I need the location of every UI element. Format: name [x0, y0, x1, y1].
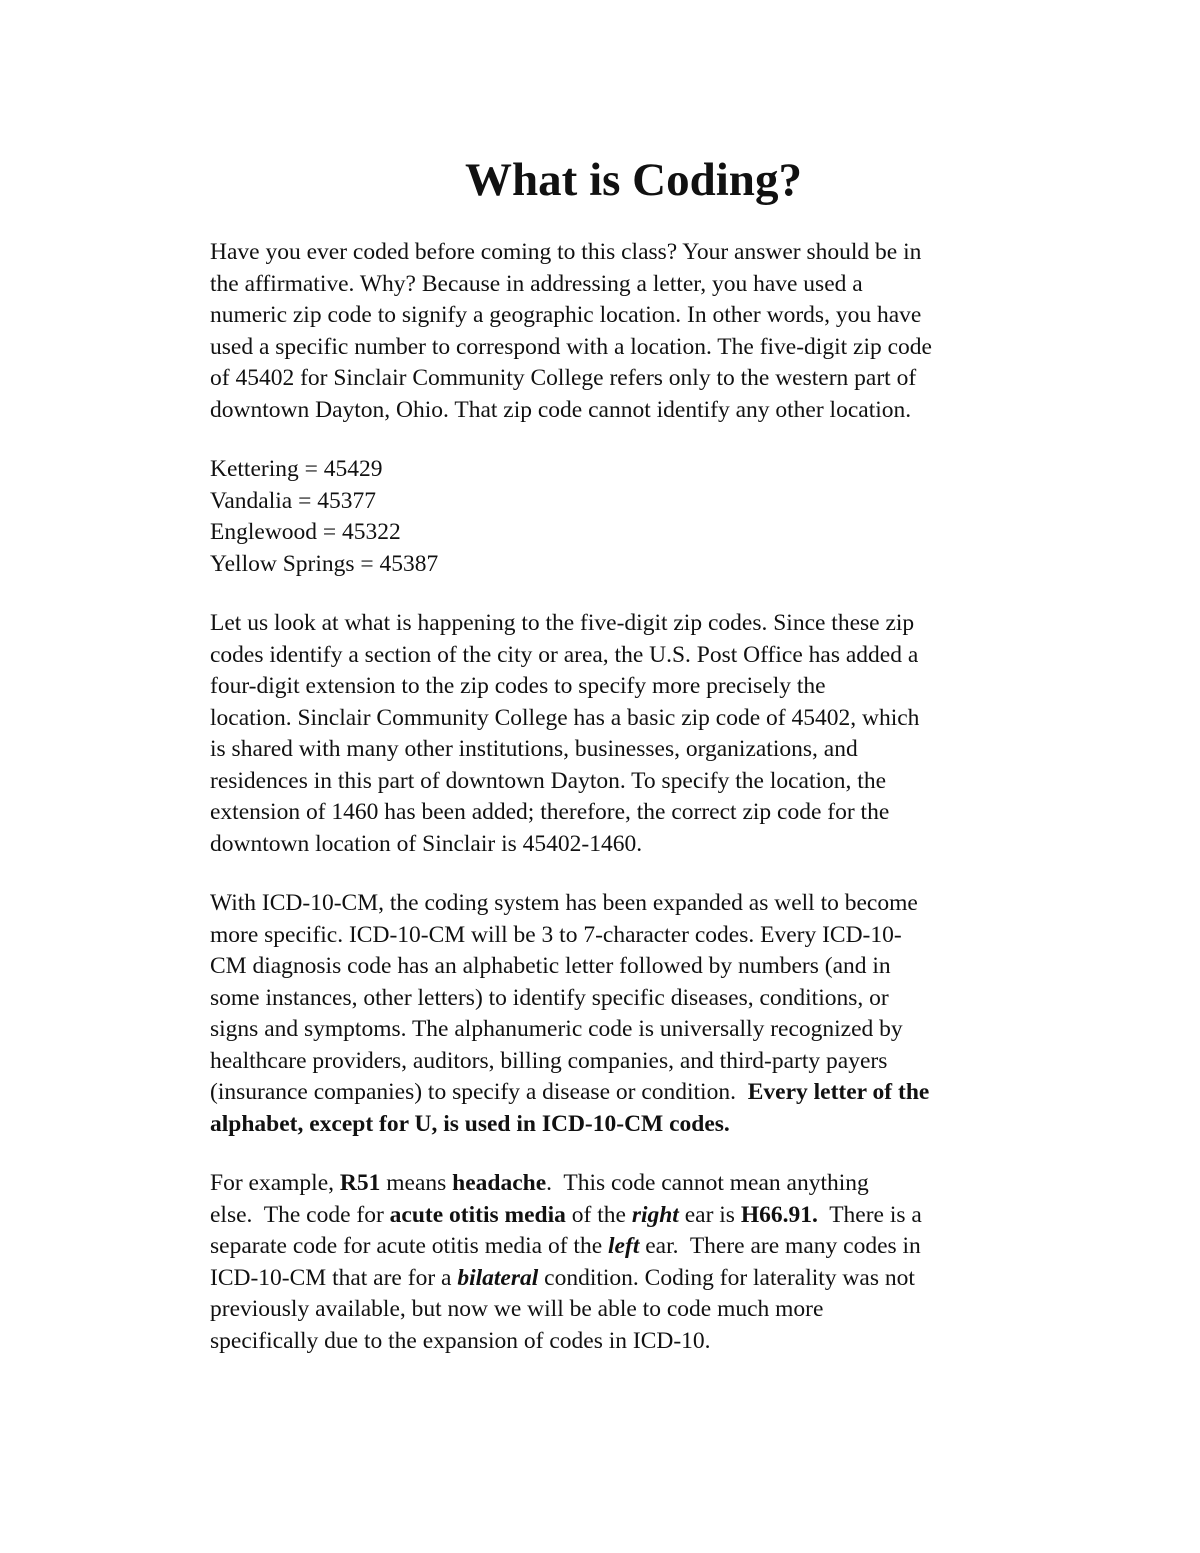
zip-list-item: Vandalia = 45377: [210, 487, 376, 514]
text-line: location. Sinclair Community College has a basic zip code of 45402, which: [210, 704, 920, 731]
condition-term: acute otitis media: [389, 1201, 566, 1228]
plain-text: ear. There are many codes in: [639, 1233, 921, 1259]
text-line: previously available, but now we will be able to code much more: [210, 1296, 824, 1322]
plain-text: of the: [565, 1201, 632, 1228]
zip-list-item: Yellow Springs = 45387: [210, 550, 439, 577]
code-example: R51: [339, 1170, 381, 1196]
text-line: [210, 1200, 1070, 1232]
plain-text: There is a: [817, 1201, 922, 1228]
laterality-term: bilateral: [457, 1264, 539, 1291]
text-line: Let us look at what is happening to the five-digit zip codes. Since these zip: [210, 610, 915, 636]
text-line: [210, 1077, 1070, 1109]
text-line: Have you ever coded before coming to this class? Your answer should be in: [210, 239, 922, 265]
text-line: is shared with many other institutions, businesses, organizations, and: [210, 736, 858, 762]
zip-code-list: [210, 454, 1070, 580]
text-line: more specific. ICD-10-CM will be 3 to 7-character codes. Every ICD-10-: [210, 921, 902, 948]
plain-text: condition. Coding for laterality was not: [538, 1264, 915, 1291]
text-line: codes identify a section of the city or area, the U.S. Post Office has added a: [210, 641, 919, 668]
zip-list-item: Kettering = 45429: [210, 456, 383, 482]
text-line: four-digit extension to the zip codes to specify more precisely the: [210, 673, 826, 699]
plain-text: separate code for acute otitis media of the: [210, 1233, 609, 1259]
zip-extension-paragraph: [210, 608, 1070, 860]
plain-text: means: [380, 1170, 453, 1196]
text-line: downtown location of Sinclair is 45402-1460.: [210, 830, 643, 857]
emphasis-text: Every letter of the: [747, 1079, 930, 1105]
text-line: numeric zip code to signify a geographic location. In other words, you have: [210, 302, 922, 328]
text-line: signs and symptoms. The alphanumeric code is universally recognized by: [210, 1016, 903, 1042]
zip-list-item: Englewood = 45322: [210, 519, 401, 545]
plain-text: For example,: [210, 1170, 340, 1196]
plain-text: . This code cannot mean anything: [546, 1170, 869, 1196]
plain-text: (insurance companies) to specify a disease or condition.: [210, 1079, 748, 1105]
text-line: CM diagnosis code has an alphabetic letter followed by numbers (and in: [210, 953, 891, 979]
plain-text: ICD-10-CM that are for a: [210, 1264, 458, 1291]
text-line: residences in this part of downtown Dayton. To specify the location, the: [210, 767, 887, 794]
plain-text: else. The code for: [210, 1201, 390, 1228]
example-paragraph: [210, 1168, 1070, 1357]
icd10-paragraph: [210, 888, 1070, 1140]
text-line: [210, 1263, 1070, 1295]
text-line: healthcare providers, auditors, billing companies, and third-party payers: [210, 1047, 888, 1074]
plain-text: ear is: [678, 1201, 741, 1228]
emphasis-text: alphabet, except for U, is used in ICD-10-CM codes.: [210, 1110, 730, 1137]
text-line: [210, 1231, 1070, 1263]
laterality-term: left: [608, 1233, 640, 1259]
text-line: [210, 1109, 1070, 1141]
code-example: H66.91.: [740, 1201, 818, 1228]
condition-term: headache: [452, 1170, 547, 1196]
text-line: downtown Dayton, Ohio. That zip code cannot identify any other location.: [210, 396, 912, 423]
text-line: the affirmative. Why? Because in addressing a letter, you have used a: [210, 270, 863, 297]
text-line: [210, 1168, 1070, 1200]
text-line: of 45402 for Sinclair Community College refers only to the western part of: [210, 365, 917, 391]
text-line: specifically due to the expansion of codes in ICD-10.: [210, 1327, 711, 1354]
text-line: used a specific number to correspond with a location. The five-digit zip code: [210, 333, 932, 360]
page-title: What is Coding?: [465, 154, 802, 206]
text-line: some instances, other letters) to identify specific diseases, conditions, or: [210, 984, 889, 1011]
text-line: With ICD-10-CM, the coding system has been expanded as well to become: [210, 890, 918, 916]
laterality-term: right: [631, 1201, 679, 1228]
text-line: extension of 1460 has been added; therefore, the correct zip code for the: [210, 799, 890, 825]
intro-paragraph: [210, 237, 1070, 426]
